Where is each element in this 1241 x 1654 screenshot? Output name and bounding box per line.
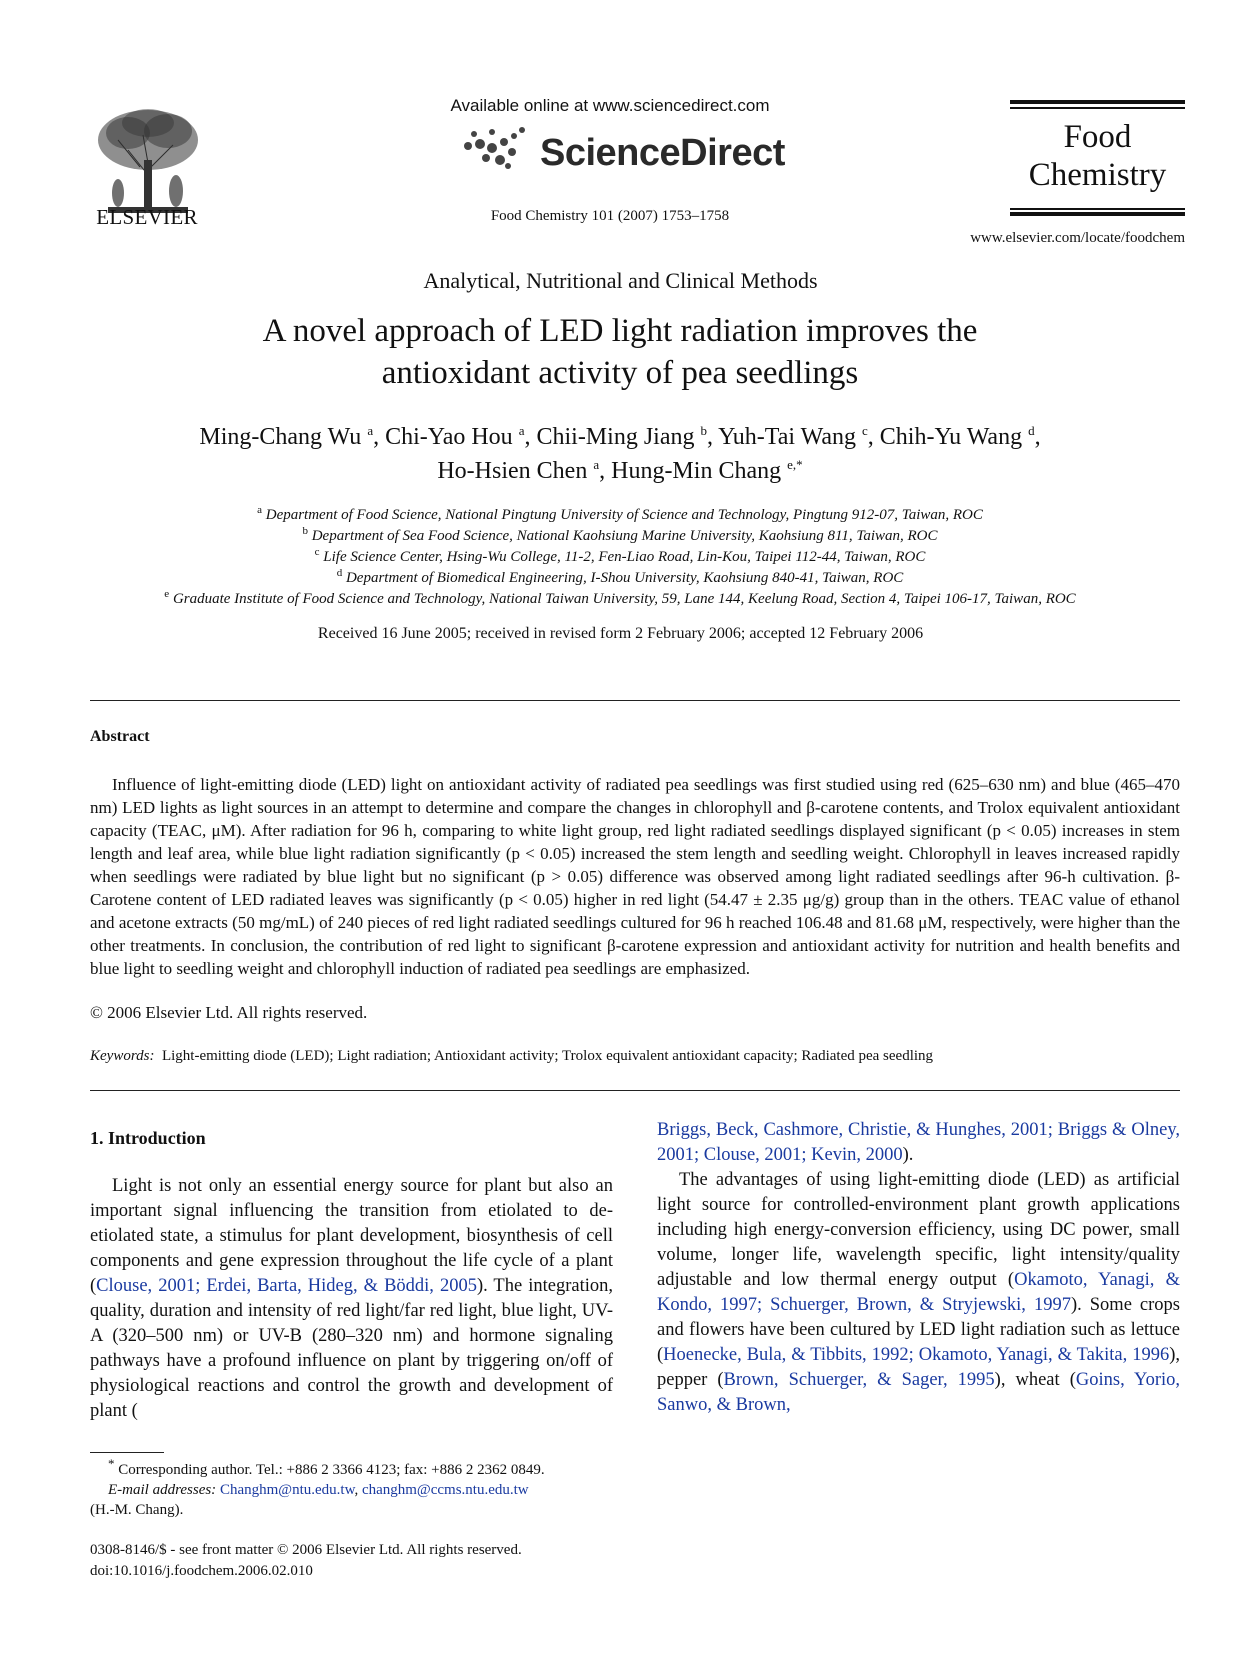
keywords-text: Light-emitting diode (LED); Light radiation; Antioxidant activity; Trolox equivalent antioxidant capacity; Radiated pea seedling bbox=[161, 1048, 934, 1064]
keywords bbox=[90, 1048, 1180, 1065]
citation-link[interactable]: Brown, Schuerger, & Sager, 1995 bbox=[723, 1370, 995, 1390]
intro-paragraph-2: The advantages of using light-emitting diode (LED) as artificial light source for controlled-environment plant growth applications including high energy-conversion efficiency, using DC power, small volume, longer life, wavelength specific, light intensity/quality adjustable and low thermal energy output (Okamoto, Yanagi, & Kondo, 1997; Schuerger, Brown, & Stryjewski, 1997). Some crops and flowers have been cultured by LED light radiation such as lettuce (Hoenecke, Bula, & Tibbits, 1992; Okamoto, Yanagi, & Takita, 1996), pepper (Brown, Schuerger, & Sager, 1995), wheat (Goins, Yorio, Sanwo, & Brown, bbox=[657, 1170, 1181, 1415]
author: Yuh-Tai Wang $^c$ bbox=[718, 423, 868, 450]
affiliation: $^a$ Department of Food Science, National Pingtung University of Science and Technology, Pingtung 912-07, Taiwan, ROC bbox=[257, 504, 983, 523]
title-line-1: A novel approach of LED light radiation improves the bbox=[262, 313, 978, 349]
left-column bbox=[90, 1126, 613, 1424]
paper-title bbox=[120, 310, 1120, 394]
doi-line: doi:10.1016/j.foodchem.2006.02.010 bbox=[90, 1563, 313, 1579]
journal-url-link[interactable]: www.elsevier.com/locate/foodchem bbox=[970, 230, 1185, 246]
right-column bbox=[657, 1118, 1180, 1418]
abstract-heading: Abstract bbox=[90, 728, 150, 745]
abstract-copyright: © 2006 Elsevier Ltd. All rights reserved. bbox=[90, 1003, 368, 1022]
intro-paragraph-1-continued: Briggs, Beck, Cashmore, Christie, & Hunghes, 2001; Briggs & Olney, 2001; Clouse, 2001; Kevin, 2000). bbox=[657, 1120, 1180, 1165]
sciencedirect-wordmark: ScienceDirect bbox=[540, 132, 785, 174]
journal-citation: Food Chemistry 101 (2007) 1753–1758 bbox=[490, 208, 730, 224]
divider bbox=[90, 700, 1180, 701]
author: Chii-Ming Jiang $^b$ bbox=[536, 423, 707, 450]
journal-title-block bbox=[1010, 100, 1185, 228]
affiliation: $^c$ Life Science Center, Hsing-Wu College, 11-2, Fen-Liao Road, Lin-Kou, Taipei 112-44, Taiwan, ROC bbox=[314, 546, 926, 565]
corresponding-author-footnote: * Corresponding author. Tel.: +886 2 3366 4123; fax: +886 2 2362 0849. E-mail addresses: Changhm@ntu.edu.tw, changhm@ccms.ntu.edu.tw (H.-M. Chang). bbox=[90, 1460, 630, 1520]
issn-line: 0308-8146/$ - see front matter © 2006 Elsevier Ltd. All rights reserved. bbox=[90, 1542, 522, 1558]
journal-name bbox=[1010, 118, 1185, 194]
journal-name-line1: Food bbox=[1063, 119, 1132, 155]
citation-link[interactable]: Hoenecke, Bula, & Tibbits, 1992; Okamoto, Yanagi, & Takita, 1996 bbox=[663, 1345, 1170, 1365]
author: Chih-Yu Wang $^d$ bbox=[879, 423, 1035, 450]
affiliation: $^d$ Department of Biomedical Engineering, I-Shou University, Kaohsiung 840-41, Taiwan, ROC bbox=[336, 567, 904, 586]
title-line-2: antioxidant activity of pea seedlings bbox=[381, 355, 859, 391]
citation-link[interactable]: Clouse, 2001; Erdei, Barta, Hideg, & Böddi, 2005 bbox=[96, 1276, 477, 1296]
email-link[interactable]: changhm@ccms.ntu.edu.tw bbox=[361, 1482, 529, 1498]
author-list: Ming-Chang Wu $^a$, Chi-Yao Hou $^a$, Chii-Ming Jiang $^b$, Yuh-Tai Wang $^c$, Chih-Yu Wang $^d$, Ho-Hsien Chen $^a$, Hung-Min Chang $^{e,*}$ bbox=[199, 423, 1041, 484]
author: Chi-Yao Hou $^a$ bbox=[385, 423, 525, 450]
intro-paragraph-1: Light is not only an essential energy source for plant but also an important signal influencing the transition from etiolated to de-etiolated state, a stimulus for plant development, biosynthesis of cell components and gene expression throughout the life cycle of a plant (Clouse, 2001; Erdei, Barta, Hideg, & Böddi, 2005). The integration, quality, duration and intensity of red light/far red light, blue light, UV-A (320–500 nm) or UV-B (280–320 nm) and hormone signaling pathways have a profound influence on plant by triggering on/off of physiological reactions and control the growth and development of plant ( bbox=[90, 1176, 613, 1421]
sciencedirect-dots-logo bbox=[462, 122, 542, 172]
citation-link[interactable]: Okamoto, Yanagi, & Kondo, 1997; Schuerger, Brown, & Stryjewski, 1997 bbox=[657, 1270, 1181, 1315]
citation-link[interactable]: Goins, Yorio, Sanwo, & Brown, bbox=[657, 1370, 1180, 1415]
footnote-owner: (H.-M. Chang). bbox=[90, 1502, 184, 1518]
divider bbox=[90, 1090, 1180, 1091]
section-heading-introduction: 1. Introduction bbox=[90, 1128, 206, 1148]
author: Ming-Chang Wu $^a$ bbox=[199, 423, 374, 450]
author: Ho-Hsien Chen $^a$ bbox=[437, 457, 600, 484]
publisher-name: ELSEVIER bbox=[96, 205, 198, 229]
author: Hung-Min Chang $^{e,*}$ bbox=[611, 457, 803, 484]
article-history: Received 16 June 2005; received in revised form 2 February 2006; accepted 12 February 2006 bbox=[317, 625, 924, 642]
journal-name-line2: Chemistry bbox=[1028, 157, 1167, 193]
citation-link[interactable]: Briggs, Beck, Cashmore, Christie, & Hunghes, 2001; Briggs & Olney, 2001; Clouse, 2001; Kevin, 2000 bbox=[657, 1120, 1180, 1165]
affiliation: $^b$ Department of Sea Food Science, National Kaohsiung Marine University, Kaohsiung 811, Taiwan, ROC bbox=[302, 525, 938, 544]
email-link[interactable]: Changhm@ntu.edu.tw bbox=[219, 1482, 355, 1498]
footnote-divider bbox=[90, 1452, 164, 1453]
keywords-label: Keywords: bbox=[90, 1048, 155, 1064]
front-matter bbox=[90, 1540, 650, 1582]
section-name: Analytical, Nutritional and Clinical Methods bbox=[423, 268, 818, 293]
affiliation: $^e$ Graduate Institute of Food Science and Technology, National Taiwan University, 59, Lane 144, Keelung Road, Section 4, Taipei 106-17, Taiwan, ROC bbox=[164, 588, 1076, 607]
available-online-text: Available online at www.sciencedirect.com bbox=[450, 96, 770, 115]
abstract-body: Influence of light-emitting diode (LED) light on antioxidant activity of radiated pea seedlings was first studied using red (625–630 nm) and blue (465–470 nm) LED lights as light sources in an attempt to determine and compare the changes in chlorophyll and β-carotene contents, and Trolox equivalent antioxidant capacity (TEAC, μM). After radiation for 96 h, comparing to white light group, red light radiated seedlings displayed significant (p < 0.05) increases in stem length and leaf area, while blue light radiation significantly (p < 0.05) increased the stem length and seedling weight. Chlorophyll in leaves increased rapidly when seedlings were radiated by blue light but no significant (p > 0.05) difference was observed among light radiated seedlings after 96-h cultivation. β-Carotene content of LED radiated leaves was significantly (p < 0.05) higher in red light (54.47 ± 2.35 μg/g) group than in the others. TEAC value of ethanol and acetone extracts (50 mg/mL) of 240 pieces of red light radiated seedlings cultured for 96 h reached 106.48 and 81.68 μM, respectively, were higher than the other treatments. In conclusion, the contribution of red light to significant β-carotene expression and antioxidant activity for nutrition and health benefits and blue light to seedling weight and chlorophyll induction of radiated pea seedlings are emphasized. bbox=[90, 775, 1180, 978]
affiliation-list bbox=[80, 505, 1160, 610]
